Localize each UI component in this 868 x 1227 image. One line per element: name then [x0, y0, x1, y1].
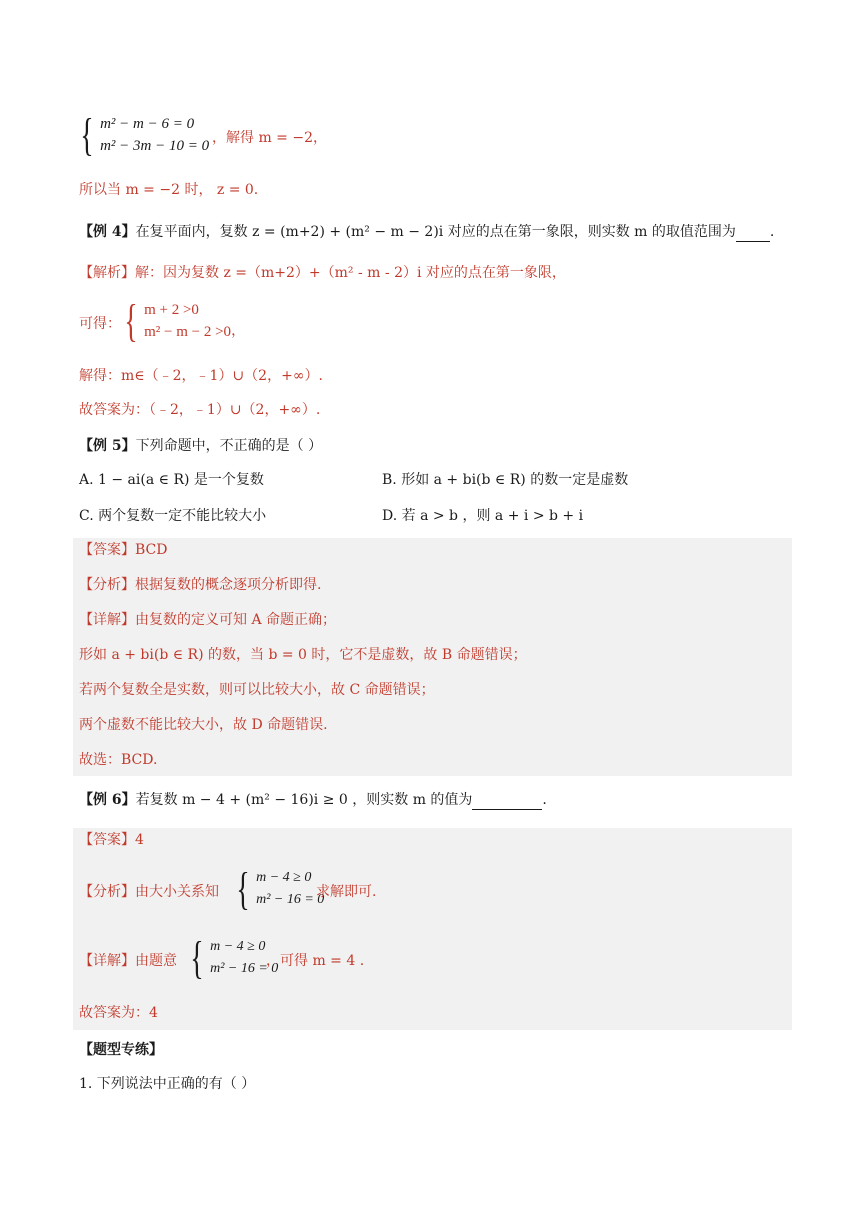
answer-blank [736, 225, 770, 242]
brace: { [236, 863, 250, 914]
ex6-tag: 【例 6】 [79, 792, 136, 808]
ex5-detail-line: 故选：BCD. [79, 752, 158, 768]
analysis-text: 由大小关系知 [135, 884, 219, 900]
ex5-detail-line: 形如 a + bi(b ∈ R) 的数，当 b = 0 时，它不是虚数，故 B 命题错误； [79, 647, 527, 663]
analysis-text: 根据复数的概念逐项分析即得. [135, 577, 322, 593]
ex6-analysis-system [232, 863, 325, 914]
system-tail: ， [231, 323, 246, 339]
ex6-answer [79, 830, 144, 850]
detail-text: 由题意 [135, 953, 177, 969]
brace: { [80, 109, 94, 160]
option-d: D. 若 a > b ，则 a + i > b + i [382, 508, 584, 524]
answer-blank [472, 793, 542, 810]
ex6-detail-post: ，可得 m = 4 . [266, 953, 365, 969]
analysis-tag: 【分析】 [79, 884, 135, 900]
ex4-analysis [79, 263, 566, 283]
ex4-can-get: 可得： [79, 316, 121, 332]
ex6-analysis-post: 求解即可. [316, 884, 377, 900]
ex4-equation-system [120, 295, 246, 346]
ex4-question-text: 在复平面内，复数 z = (m+2) + (m² − m − 2)i 对应的点在第一象限，则实数 m 的取值范围为 [135, 224, 736, 240]
ex5-detail-line: 两个虚数不能比较大小，故 D 命题错误. [79, 717, 328, 733]
system-row: m² − m − 2 >0 [144, 324, 232, 340]
ex5-tag: 【例 5】 [79, 438, 136, 454]
brace: { [190, 932, 204, 983]
top-solve-text: ，解得 m = −2， [212, 130, 327, 146]
ex4-solve: 解得：m∈（﹣2，﹣1）∪（2，+∞）. [79, 368, 323, 384]
system-row: m² − 3m − 10 = 0 [100, 138, 210, 154]
detail-tag: 【详解】 [79, 953, 135, 969]
practice-title: 【题型专练】 [79, 1042, 163, 1058]
top-conclusion: 所以当 m = −2 时， z = 0. [79, 182, 259, 198]
option-c: C. 两个复数一定不能比较大小 [79, 508, 267, 524]
ex6-end: . [542, 792, 547, 808]
detail-text: 由复数的定义可知 A 命题正确； [135, 612, 337, 628]
ex5-question-text: 下列命题中，不正确的是（ ） [135, 438, 323, 454]
ex5-question [79, 436, 322, 456]
practice-question-1: 1. 下列说法中正确的有（ ） [79, 1076, 256, 1092]
ex5-detail-line: 若两个复数全是实数，则可以比较大小，故 C 命题错误； [79, 682, 435, 698]
ex6-solution-box [73, 828, 792, 1030]
system-row: m² − m − 6 = 0 [100, 116, 195, 132]
top-equation-system [76, 109, 210, 160]
option-b: B. 形如 a + bi(b ∈ R) 的数一定是虚数 [382, 472, 629, 488]
ex5-detail [79, 610, 336, 630]
analysis-tag: 【分析】 [79, 577, 135, 593]
answer-tag: 【答案】 [79, 542, 135, 558]
option-a: A. 1 − ai(a ∈ R) 是一个复数 [79, 472, 264, 488]
ex4-analysis-text: 解：因为复数 z =（m+2）+（m² - m - 2）i 对应的点在第一象限， [135, 265, 566, 281]
answer-tag: 【答案】 [79, 832, 135, 848]
ex4-tag: 【例 4】 [79, 224, 136, 240]
system-row: m + 2 >0 [144, 302, 199, 318]
ex4-end: . [769, 224, 775, 240]
ex6-final: 故答案为：4 [79, 1005, 158, 1021]
ex4-analysis-tag: 【解析】 [79, 265, 135, 281]
ex4-answer: 故答案为：（﹣2，﹣1）∪（2，+∞）. [79, 402, 321, 418]
system-row: m − 4 ≥ 0 [210, 939, 266, 954]
ex6-question [79, 790, 547, 810]
ex6-analysis [79, 882, 219, 902]
answer-value: 4 [135, 832, 144, 848]
brace: { [124, 295, 138, 346]
ex5-analysis [79, 575, 321, 595]
ex4-question [79, 222, 774, 242]
ex6-detail-system [186, 932, 279, 983]
answer-value: BCD [135, 542, 168, 558]
ex6-question-text: 若复数 m − 4 + (m² − 16)i ≥ 0 ，则实数 m 的值为 [135, 792, 473, 808]
system-row: m² − 16 = 0 [256, 892, 325, 907]
system-row: m − 4 ≥ 0 [256, 870, 312, 885]
ex5-answer [79, 540, 167, 560]
detail-tag: 【详解】 [79, 612, 135, 628]
ex6-detail [79, 951, 177, 971]
system-row: m² − 16 = 0 [210, 961, 279, 976]
